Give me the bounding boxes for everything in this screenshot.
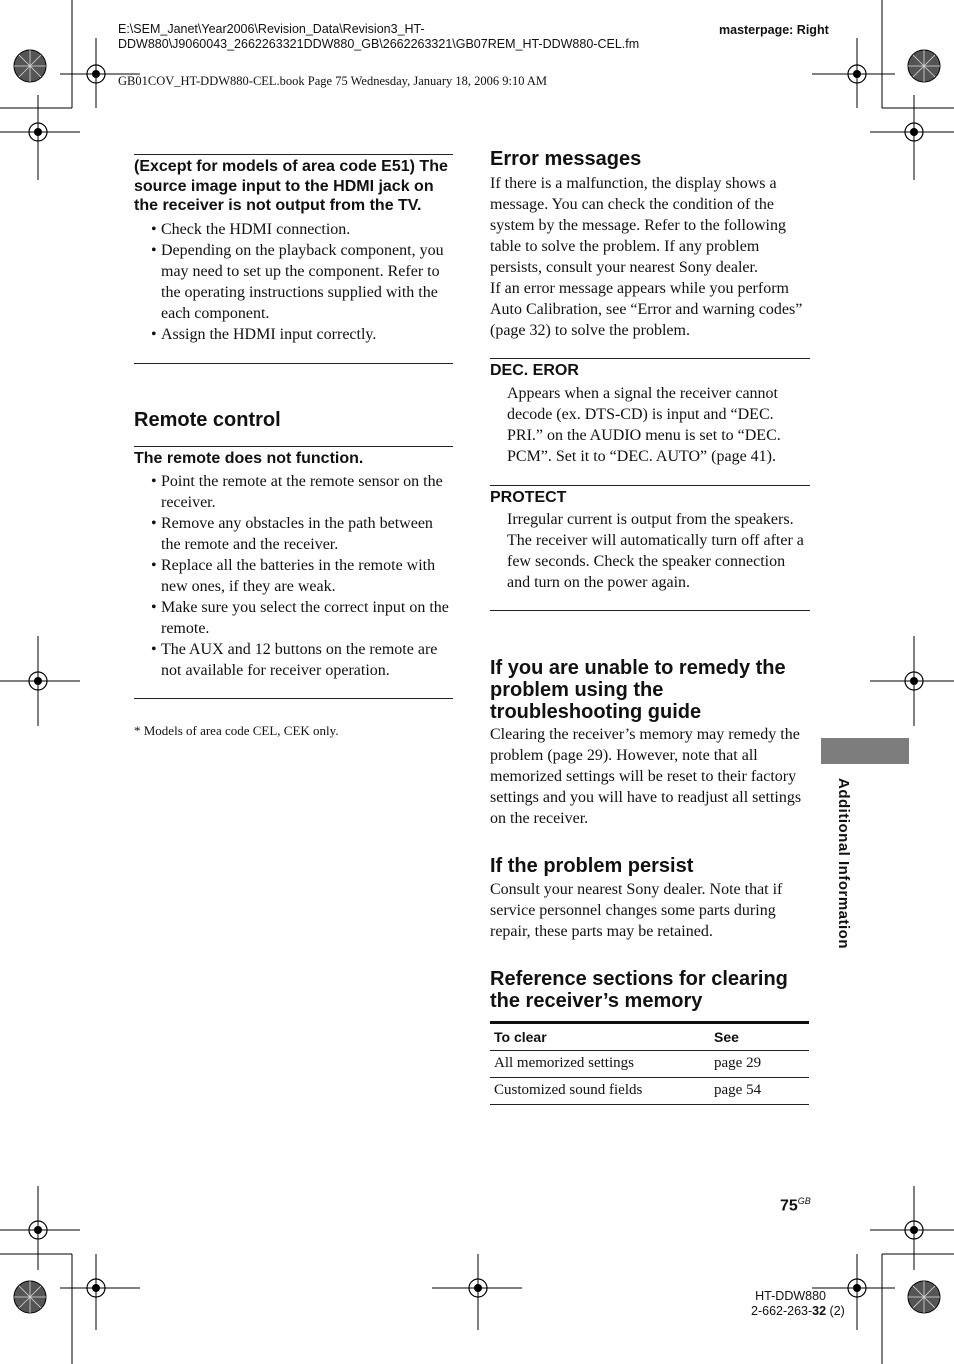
book-line: GB01COV_HT-DDW880-CEL.book Page 75 Wednesday, January 18, 2006 9:10 AM [118,74,548,88]
hdmi-issue-title: (Except for models of area code E51) The source image input to the HDMI jack on the receiver is not output from the TV. [134,158,448,214]
reference-table [490,1021,809,1105]
model-code-suffix: (2) [826,1304,845,1318]
problem-persist-heading: If the problem persist [490,855,694,877]
list-item: • Assign the HDMI input correctly. [134,324,453,345]
list-item: • The AUX and 12 buttons on the remote are not available for receiver operation. [134,639,453,681]
list-item: • Point the remote at the remote sensor on the receiver. [134,471,453,513]
file-path-line1: E:\SEM_Janet\Year2006\Revision_Data\Revision3_HT- [118,22,425,36]
model-code-prefix: 2-662-263- [751,1304,813,1318]
page-number-suffix: GB [797,1196,811,1206]
unable-remedy-heading: If you are unable to remedy the problem using the troubleshooting guide [490,657,786,723]
table-row [490,1051,809,1078]
table-cell: Customized sound fields [490,1078,710,1105]
right-column [490,148,810,1105]
error-messages-body2: If an error message appears while you perform Auto Calibration, see “Error and warning codes” (page 32) to solve the problem. [490,280,803,339]
masterpage-label: masterpage: Right [719,23,829,37]
table-cell: All memorized settings [490,1051,710,1078]
error-messages-body: If there is a malfunction, the display shows a message. You can check the condition of the system by the message. Refer to the following table to solve the problem. If any problem persists, consult your nearest Sony dealer. [490,175,786,276]
model-code-bold: 32 [812,1304,827,1318]
footnote: * Models of area code CEL, CEK only. [134,723,339,738]
section-side-label-text: Additional Information [835,778,852,949]
reference-heading: Reference sections for clearing the receiver’s memory [490,968,788,1012]
model-name: HT-DDW880 [755,1289,826,1303]
table-header-to-clear: To clear [490,1023,710,1051]
left-column [134,154,453,739]
section-side-label [835,778,853,963]
error-messages-heading: Error messages [490,148,642,170]
hdmi-bullets [134,219,453,345]
problem-persist-body: Consult your nearest Sony dealer. Note that if service personnel changes some parts during repair, these parts may be retained. [490,881,783,940]
list-item: • Remove any obstacles in the path between the remote and the receiver. [134,513,453,555]
list-item: • Depending on the playback component, you may need to set up the component. Refer to the operating instructions supplied with the each component. [134,240,453,324]
table-header-see: See [710,1023,809,1051]
list-item: • Make sure you select the correct input on the remote. [134,597,453,639]
dec-eror-body: Appears when a signal the receiver cannot decode (ex. DTS-CD) is input and “DEC. PRI.” on the AUDIO menu is set to “DEC. PCM”. Set it to “DEC. AUTO” (page 41). [507,384,781,465]
remote-bullets [134,471,453,681]
file-path-line2: DDW880\J9060043_2662263321DDW880_GB\2662263321\GB07REM_HT-DDW880-CEL.fm [118,37,640,51]
section-tab [821,738,909,764]
table-cell: page 29 [710,1051,809,1078]
table-row [490,1078,809,1105]
page-number-value: 75 [780,1197,798,1215]
page-number [780,1196,811,1215]
file-path [118,22,639,52]
model-code [751,1304,845,1319]
protect-title: PROTECT [490,488,567,506]
remote-issue-title: The remote does not function. [134,449,364,467]
unable-remedy-body: Clearing the receiver’s memory may remedy the problem (page 29). However, note that all memorized settings will be reset to their factory settings and you will have to readjust all settings on the receiver. [490,726,802,827]
list-item: • Check the HDMI connection. [134,219,453,240]
protect-body: Irregular current is output from the speakers. The receiver will automatically turn off after a few seconds. Check the speaker connection and turn on the power again. [507,511,804,591]
remote-control-heading: Remote control [134,408,281,431]
model-info [751,1289,845,1319]
list-item: • Replace all the batteries in the remote with new ones, if they are weak. [134,555,453,597]
dec-eror-title: DEC. EROR [490,362,579,379]
table-cell: page 54 [710,1078,809,1105]
